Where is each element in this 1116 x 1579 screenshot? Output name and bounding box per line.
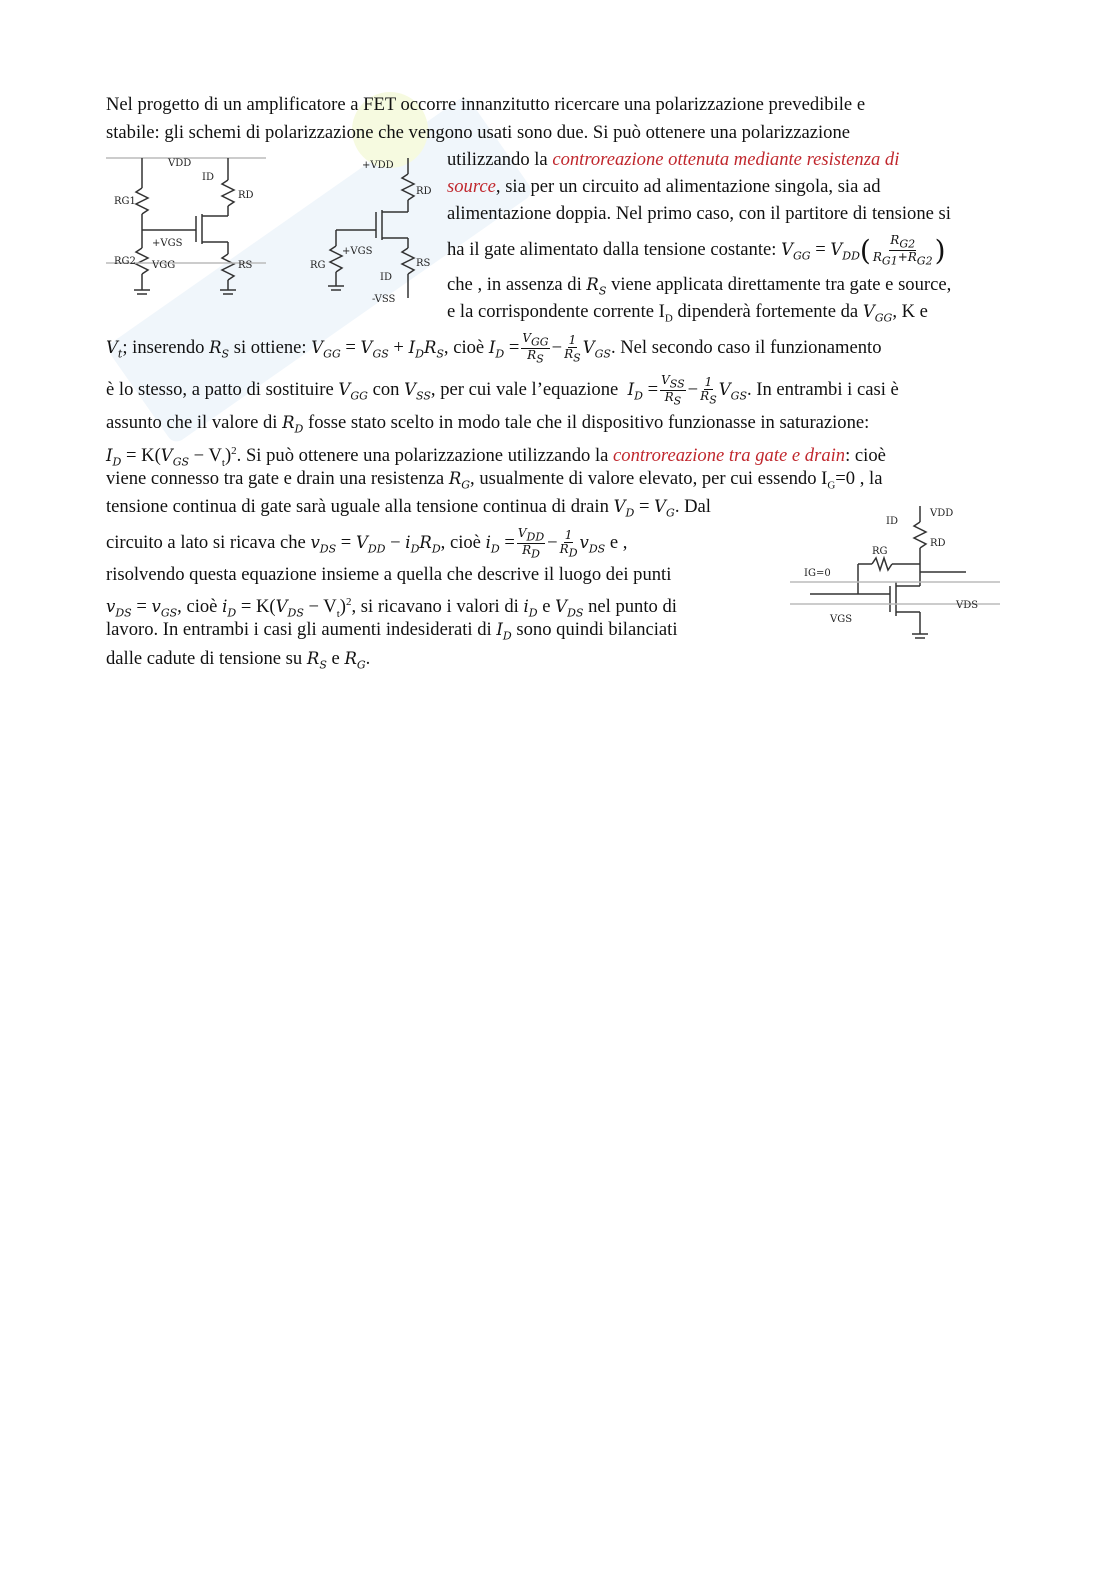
label-vgs: VGS [830,614,853,625]
text-line-2: stabile: gli schemi di polarizzazione che vengono usati sono due. Si può ottenere una polarizzazione [106,122,851,143]
text-line-15: circuito a lato si ricava che $v_{DS} = V_{DD} - i_DR_D$, cioè $i_D$ = $\frac{V_{DD}}{R_D}$ − $\frac{1}{R_D}$ $v_{DS}$ e , [106,526,628,561]
highlight-source-feedback: controreazione ottenuta mediante resistenza di [552,149,900,170]
text-line-16: risolvendo questa equazione insieme a quella che descrive il luogo dei punti [106,564,672,585]
label-vgs: +VGS [342,246,373,257]
text-line-19: dalle cadute di tensione su $R_S$ e $R_G$. [106,648,371,672]
circuit-single-supply [106,150,266,310]
label-rd: RD [930,538,946,549]
text-line-8: e la corrispondente corrente $I_D$ dipenderà fortemente da $V_{GG}$, K e [447,301,928,325]
label-vss: -VSS [372,294,396,305]
label-rd: RD [238,190,254,201]
label-vdd: +VDD [362,160,394,171]
text-line-11: assunto che il valore di $R_D$ fosse stato scelto in modo tale che il dispositivo funzionasse in saturazione: [106,412,870,436]
text-line-17: $v_{DS} = v_{GS}$, cioè $i_D = K(V_{DS} - V_t)^2$, si ricavano i valori di $i_D$ e $V_{DS}$ nel punto di [106,596,677,620]
text-line-10: è lo stesso, a patto di sostituire $V_{GG}$ con $V_{SS}$, per cui vale l’equazione $I_D$ = $\frac{V_{SS}}{R_S}$ − $\frac{1}{R_S}$ $V_{GS}$. In entrambi i casi è [106,373,899,408]
text-line-1: Nel progetto di un amplificatore a FET occorre innanzitutto ricercare una polarizzazione prevedibile e [106,94,866,115]
text-line-18: lavoro. In entrambi i casi gli aumenti indesiderati di $I_D$ sono quindi bilanciati [106,619,678,643]
label-vgs: +VGS [152,238,183,249]
label-rg1: RG1 [114,196,136,207]
text-line-12: $I_D = K(V_{GS} - V_t)^2$. Si può ottenere una polarizzazione utilizzando la controreazione tra gate e drain: cioè [106,445,886,469]
circuit-gate-drain-feedback [790,498,1000,648]
highlight-gate-drain-feedback: controreazione tra gate e drain [613,445,846,467]
label-rd: RD [416,186,432,197]
label-vgg: VGG [152,260,176,271]
text-line-9: $V_t$; inserendo $R_S$ si ottiene: $V_{GG} = V_{GS} + I_DR_S$, cioè $I_D$ = $\frac{V_{GG}}{R_S}$ − $\frac{1}{R_S}$ $V_{GS}$. Nel secondo caso il funzionamento [106,331,882,366]
text-line-6: ha il gate alimentato dalla tensione costante: $V_{GG} = V_{DD}$( $\frac{R_{G2}}{R_{G1}+R_{G2}}$ ) [447,233,946,268]
text-line-5: alimentazione doppia. Nel primo caso, con il partitore di tensione si [447,203,951,224]
label-rg: RG [872,546,888,557]
label-ig: IG=0 [804,568,831,579]
text-line-4: source, sia per un circuito ad alimentazione singola, sia ad [447,176,881,197]
label-rs: RS [238,260,253,271]
label-rs: RS [416,258,431,269]
label-id: ID [886,516,898,527]
label-vdd: VDD [168,158,192,169]
text-line-3: utilizzando la controreazione ottenuta mediante resistenza di [447,149,900,170]
label-rg2: RG2 [114,256,136,267]
label-id: ID [202,172,214,183]
text-line-13: viene connesso tra gate e drain una resistenza $R_G$, usualmente di valore elevato, per cui essendo $I_G=0$ , la [106,468,883,492]
label-vds: VDS [956,600,979,611]
label-rg: RG [310,260,326,271]
text-line-7: che , in assenza di $R_S$ viene applicata direttamente tra gate e source, [447,274,952,298]
label-id: ID [380,272,392,283]
text-line-14: tensione continua di gate sarà uguale alla tensione continua di drain $V_D = V_G$. Dal [106,496,711,520]
circuit-dual-supply [300,150,440,310]
label-vdd: VDD [930,508,954,519]
